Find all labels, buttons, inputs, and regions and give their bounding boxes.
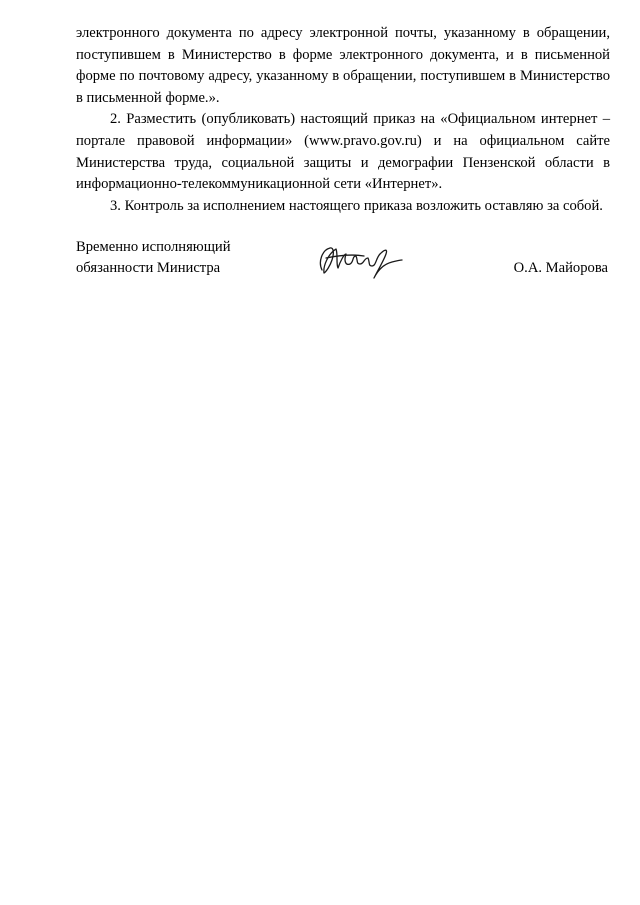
signatory-role-line-2: обязанности Министра [76,260,221,276]
signatory-role-line-1: Временно исполняющий [76,239,231,255]
handwritten-signature [312,240,408,282]
paragraph-continued: электронного документа по адресу электронной почты, указанному в обращении, поступившем в Министерство в форме электронного документа, и в письменной форме по почтовому адресу, указанному в обращении, поступившем в Министерство в письменной форме.». [76,25,610,106]
signatory-role [76,237,296,279]
document-body [76,23,610,217]
paragraph-item-2: 2. Разместить (опубликовать) настоящий приказ на «Официальном интернет – портале правовой информации» (www.pravo.gov.ru) и на официальном сайте Министерства труда, социальной защиты и демографии Пензенской области в информационно-телекоммуникационной сети «Интернет». [76,111,610,193]
signatory-name: О.А. Майорова [513,260,608,276]
paragraph-item-3: 3. Контроль за исполнением настоящего приказа возложить оставляю за собой. [110,197,603,214]
